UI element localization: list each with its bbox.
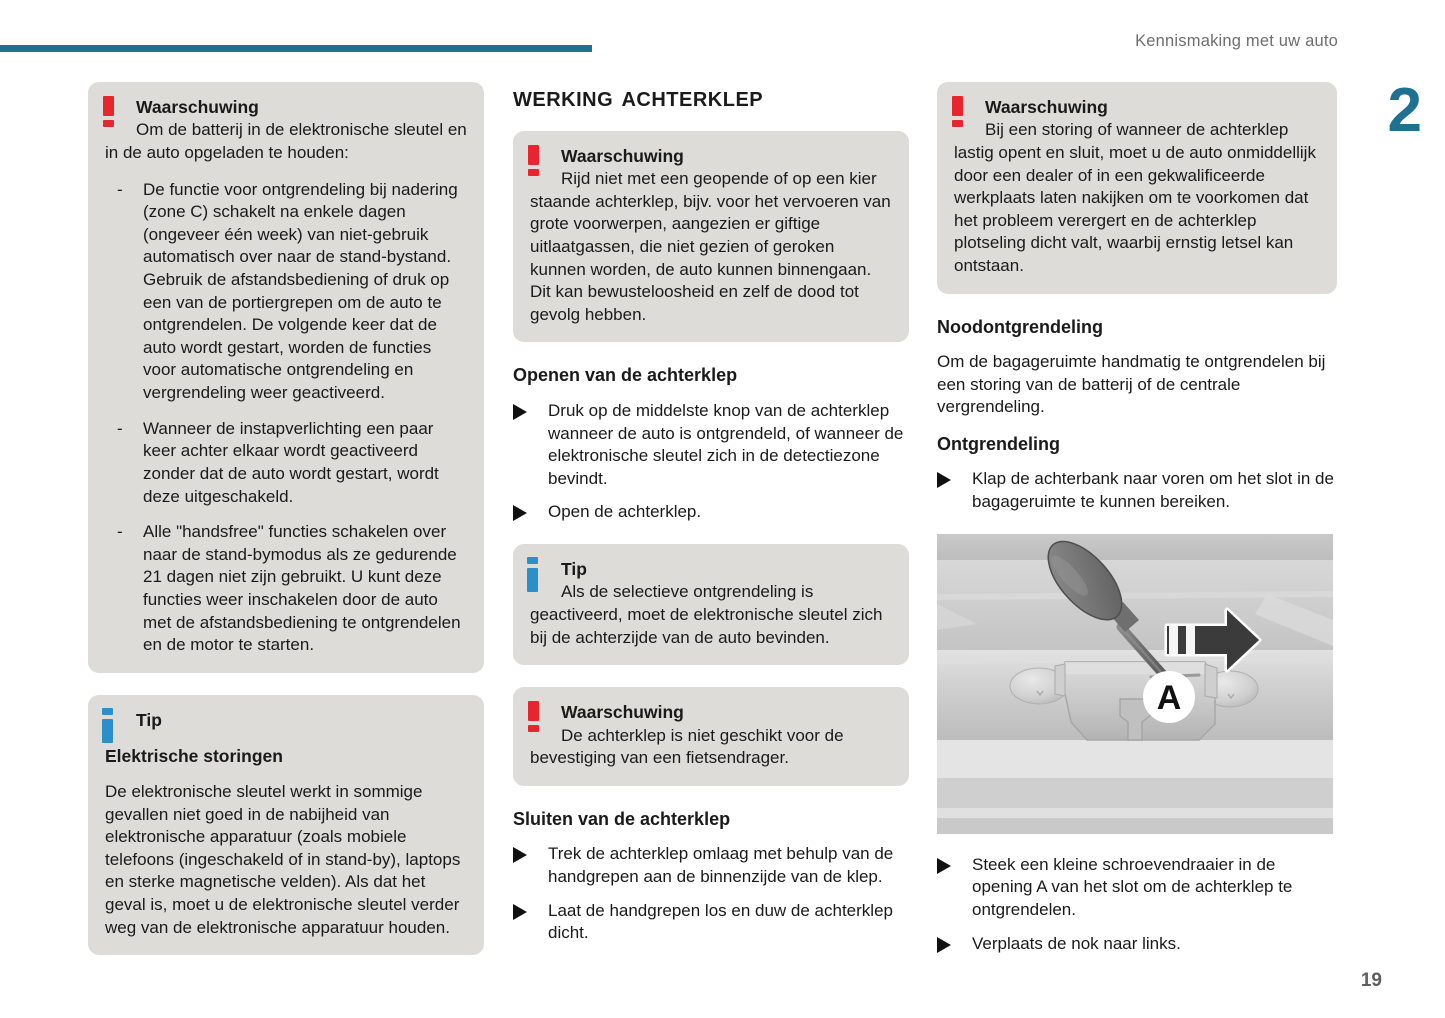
arrow-bullet-icon <box>513 404 527 420</box>
warning-box-title: Waarschuwing <box>561 145 684 166</box>
warning-box-malfunction <box>937 82 1337 294</box>
steps-open-tailgate <box>513 400 909 524</box>
list-item <box>937 933 1337 956</box>
tip-box-subtitle: Elektrische storingen <box>105 746 283 767</box>
warning-box-intro: Om de batterij in de elektronische sleutel en in de auto opgeladen te houden: <box>105 120 467 162</box>
page-number: 19 <box>1360 970 1382 991</box>
warning-box-body: De achterklep is niet geschikt voor de bevestiging van een fietsendrager. <box>530 725 844 768</box>
tailgate-lock-screwdriver-illustration <box>937 534 1333 834</box>
heading-unlocking: Ontgrendeling <box>937 433 1060 454</box>
warning-box-driving-open-tailgate <box>513 131 909 343</box>
steps-close-tailgate <box>513 843 909 944</box>
column-right <box>937 82 1337 975</box>
warning-box-body: Rijd niet met een geopende of op een kier staande achterklep, bijv. voor het vervoeren van grote voorwerpen, aangezien er giftige uitlaatgassen, die niet gezien of geroken kunnen worden, de auto kunnen binnengaan. Dit kan bewusteloosheid en zelf de dood tot gevolg hebben. <box>530 169 891 324</box>
arrow-bullet-icon <box>937 858 951 874</box>
info-tip-icon <box>102 708 114 742</box>
warning-exclamation-icon <box>103 96 115 126</box>
list-item <box>937 854 1337 922</box>
steps-unlocking-after-figure <box>937 854 1337 955</box>
dash-marker: - <box>117 179 123 199</box>
warning-dash-list <box>105 179 467 657</box>
tip-box-selective-unlocking <box>513 544 909 665</box>
list-item <box>513 900 909 945</box>
callout-label-a: A <box>1156 678 1182 717</box>
tip-box-title: Tip <box>561 559 587 579</box>
list-item-text: Steek een kleine schroevendraaier in de opening A van het slot om de achterklep te ontgrendelen. <box>972 854 1293 919</box>
list-item <box>105 418 467 508</box>
list-item <box>513 501 909 524</box>
list-item-text: De functie voor ontgrendeling bij nadering (zone C) schakelt na enkele dagen (ongeveer één week) van niet-gebruik automatisch over naar de stand-bystand. Gebruik de afstandsbediening of druk op een van de portiergrepen om de auto te ontgrendelen. De volgende keer dat de auto wordt gestart, worden de functies voor automatische ontgrendeling en vergrendeling weer geactiveerd. <box>143 179 458 403</box>
info-tip-icon <box>527 557 539 591</box>
column-middle <box>513 82 909 965</box>
warning-box-battery <box>88 82 484 673</box>
list-item-text: Klap de achterbank naar voren om het slot in de bagageruimte te kunnen bereiken. <box>972 469 1334 512</box>
dash-marker: - <box>117 522 123 542</box>
list-item <box>513 843 909 888</box>
figure-svg <box>937 534 1333 834</box>
emergency-unlocking-text: Om de bagageruimte handmatig te ontgrendelen bij een storing van de batterij of de centrale vergrendeling. <box>937 352 1326 417</box>
tip-box-electrical <box>88 695 484 955</box>
warning-box-title: Waarschuwing <box>136 97 259 117</box>
list-item <box>937 468 1337 513</box>
warning-box-bike-carrier <box>513 687 909 786</box>
list-item-text: Laat de handgrepen los en duw de achterklep dicht. <box>548 900 893 943</box>
list-item-text: Wanneer de instapverlichting een paar keer achter elkaar wordt geactiveerd zonder dat de auto wordt gestart, wordt deze uitgeschakeld. <box>143 418 439 506</box>
list-item-text: Open de achterklep. <box>548 502 702 522</box>
warning-exclamation-icon <box>528 145 540 175</box>
tip-box-body: De elektronische sleutel werkt in sommige gevallen niet goed in de nabijheid van elektronische apparatuur (zoals mobiele telefoons (ingeschakeld of in stand-by), laptops en sterke magnetische velden). Als dat het geval is, moet u de elektronische sleutel verder weg van de elektronische apparatuur houden. <box>105 781 461 937</box>
heading-open-tailgate: Openen van de achterklep <box>513 365 738 386</box>
list-item <box>105 179 467 405</box>
heading-emergency-unlocking: Noodontgrendeling <box>937 316 1103 337</box>
warning-box-title: Waarschuwing <box>985 97 1108 117</box>
warning-exclamation-icon <box>528 701 540 731</box>
warning-box-body: Bij een storing of wanneer de achterklep lastig opent en sluit, moet u de auto onmiddellijk door een dealer of in een gekwalificeerde werkplaats laten nakijken om te voorkomen dat het probleem verergert en de achterklep plotseling dicht valt, waarbij ernstig letsel kan ontstaan. <box>954 120 1316 276</box>
list-item-text: Trek de achterklep omlaag met behulp van de handgrepen aan de binnenzijde van de klep. <box>548 844 894 886</box>
arrow-bullet-icon <box>513 505 527 521</box>
arrow-bullet-icon <box>513 847 527 863</box>
top-teal-rule <box>0 45 592 52</box>
list-item-text: Alle "handsfree" functies schakelen over naar de stand-bymodus als ze gedurende 21 dagen niet zijn gebruikt. U kunt deze functies weer inschakelen door de auto met de afstandsbediening te ontgrendelen en de motor te starten. <box>143 522 461 655</box>
warning-exclamation-icon <box>952 96 964 126</box>
chapter-number: 2 <box>1387 76 1421 145</box>
page-title: werking achterklep <box>513 81 764 112</box>
tip-box-title: Tip <box>136 709 162 730</box>
column-left <box>88 82 484 977</box>
steps-unlocking-before-figure <box>937 468 1337 513</box>
list-item <box>513 400 909 490</box>
list-item <box>105 521 467 657</box>
heading-close-tailgate: Sluiten van de achterklep <box>513 808 731 829</box>
warning-box-title: Waarschuwing <box>561 702 684 723</box>
arrow-bullet-icon <box>937 937 951 953</box>
list-item-text: Druk op de middelste knop van de achterklep wanneer de auto is ontgrendeld, of wanneer de elektronische sleutel zich in de detectiezone bevindt. <box>548 400 904 488</box>
arrow-bullet-icon <box>937 472 951 488</box>
list-item-text: Verplaats de nok naar links. <box>972 933 1181 953</box>
dash-marker: - <box>117 418 123 438</box>
tip-box-body: Als de selectieve ontgrendeling is geactiveerd, moet de elektronische sleutel zich bij de achterzijde van de auto bevinden. <box>530 582 883 647</box>
arrow-bullet-icon <box>513 904 527 920</box>
running-head: Kennismaking met uw auto <box>1135 32 1338 50</box>
